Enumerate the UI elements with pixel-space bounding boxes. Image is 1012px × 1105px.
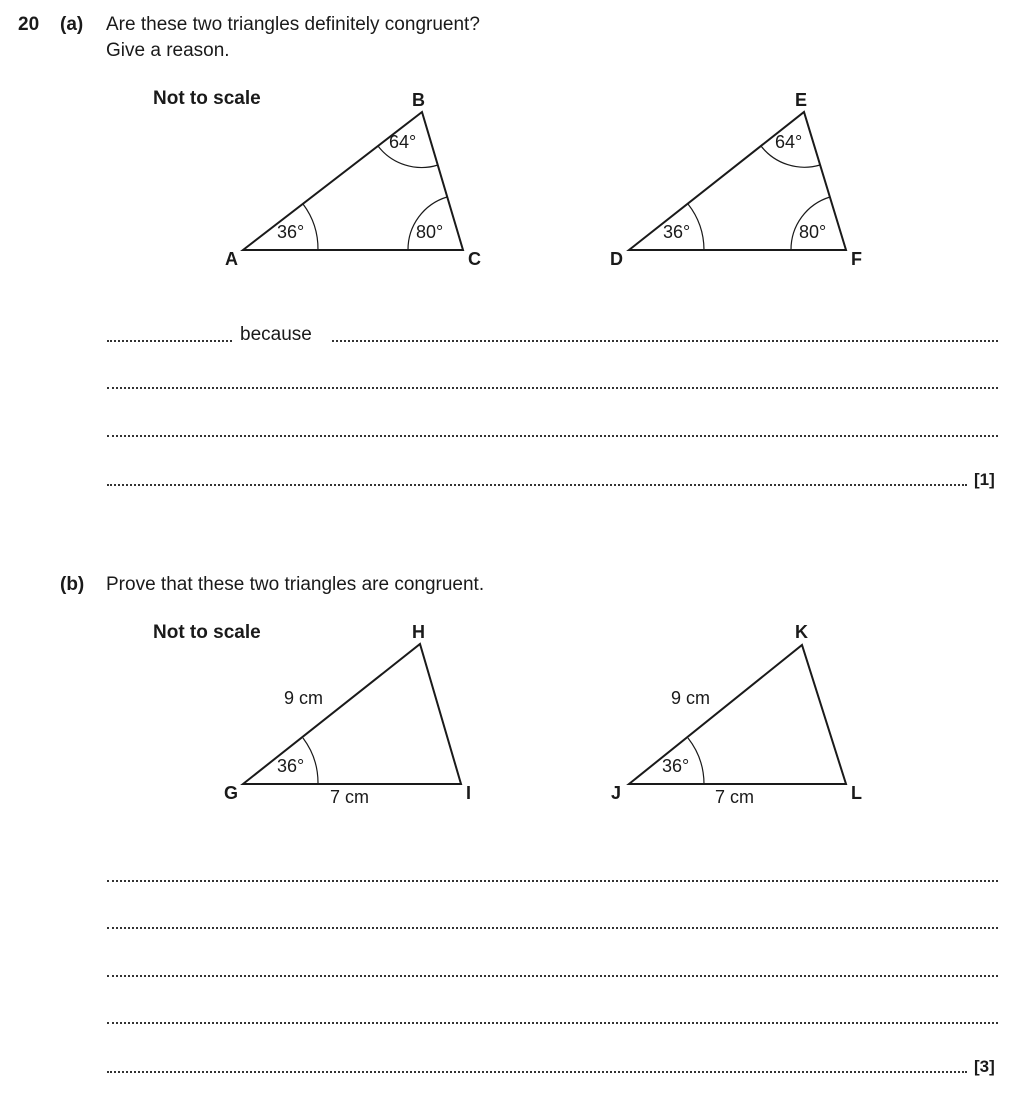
- angle-label-f: 80°: [799, 222, 827, 242]
- side-label-jl: 7 cm: [715, 787, 755, 807]
- angle-label-c: 80°: [416, 222, 444, 242]
- answer-line-b-4[interactable]: [107, 1022, 998, 1024]
- part-b-label: (b): [60, 574, 85, 595]
- triangle-ghi: [243, 644, 461, 784]
- angle-arc-a: [303, 204, 318, 250]
- answer-line-a-short[interactable]: [107, 340, 232, 342]
- part-a-figure: [0, 0, 1012, 300]
- vertex-label-c: C: [468, 249, 481, 269]
- angle-label-d: 36°: [663, 222, 691, 242]
- vertex-label-a: A: [225, 249, 238, 269]
- part-a-not-to-scale: Not to scale: [153, 88, 261, 109]
- answer-line-a-1[interactable]: [332, 340, 998, 342]
- answer-line-b-2[interactable]: [107, 927, 998, 929]
- angle-arc-d: [688, 204, 704, 250]
- angle-arc-g: [303, 738, 318, 784]
- angle-label-b: 64°: [389, 132, 417, 152]
- side-label-jk: 9 cm: [671, 688, 711, 708]
- angle-arc-j: [688, 738, 704, 784]
- part-b-question: Prove that these two triangles are congruent.: [106, 574, 485, 595]
- vertex-label-l: L: [851, 783, 862, 803]
- vertex-label-k: K: [795, 622, 808, 642]
- angle-label-a: 36°: [277, 222, 305, 242]
- part-b-figure: [0, 600, 1012, 900]
- vertex-label-f: F: [851, 249, 862, 269]
- part-a-question: Are these two triangles definitely congruent?: [106, 14, 480, 35]
- part-a-label: (a): [60, 14, 84, 35]
- vertex-label-e: E: [795, 90, 808, 110]
- angle-label-e: 64°: [775, 132, 803, 152]
- vertex-label-i: I: [466, 783, 472, 803]
- answer-line-a-2[interactable]: [107, 387, 998, 389]
- answer-line-a-3[interactable]: [107, 435, 998, 437]
- angle-label-j: 36°: [662, 756, 690, 776]
- vertex-label-j: J: [611, 783, 622, 803]
- answer-line-a-4[interactable]: [107, 484, 967, 486]
- part-a-marks: [1]: [974, 470, 995, 489]
- part-b-not-to-scale: Not to scale: [153, 622, 261, 643]
- angle-label-g: 36°: [277, 756, 305, 776]
- vertex-label-d: D: [610, 249, 623, 269]
- vertex-label-g: G: [224, 783, 239, 803]
- vertex-label-h: H: [412, 622, 425, 642]
- because-label: because: [240, 324, 312, 345]
- answer-line-b-5[interactable]: [107, 1071, 967, 1073]
- question-number: 20: [18, 14, 40, 35]
- part-b-marks: [3]: [974, 1057, 995, 1076]
- vertex-label-b: B: [412, 90, 425, 110]
- side-label-gi: 7 cm: [330, 787, 370, 807]
- answer-line-b-1[interactable]: [107, 880, 998, 882]
- part-a-instruction: Give a reason.: [106, 40, 230, 61]
- side-label-gh: 9 cm: [284, 688, 324, 708]
- answer-line-b-3[interactable]: [107, 975, 998, 977]
